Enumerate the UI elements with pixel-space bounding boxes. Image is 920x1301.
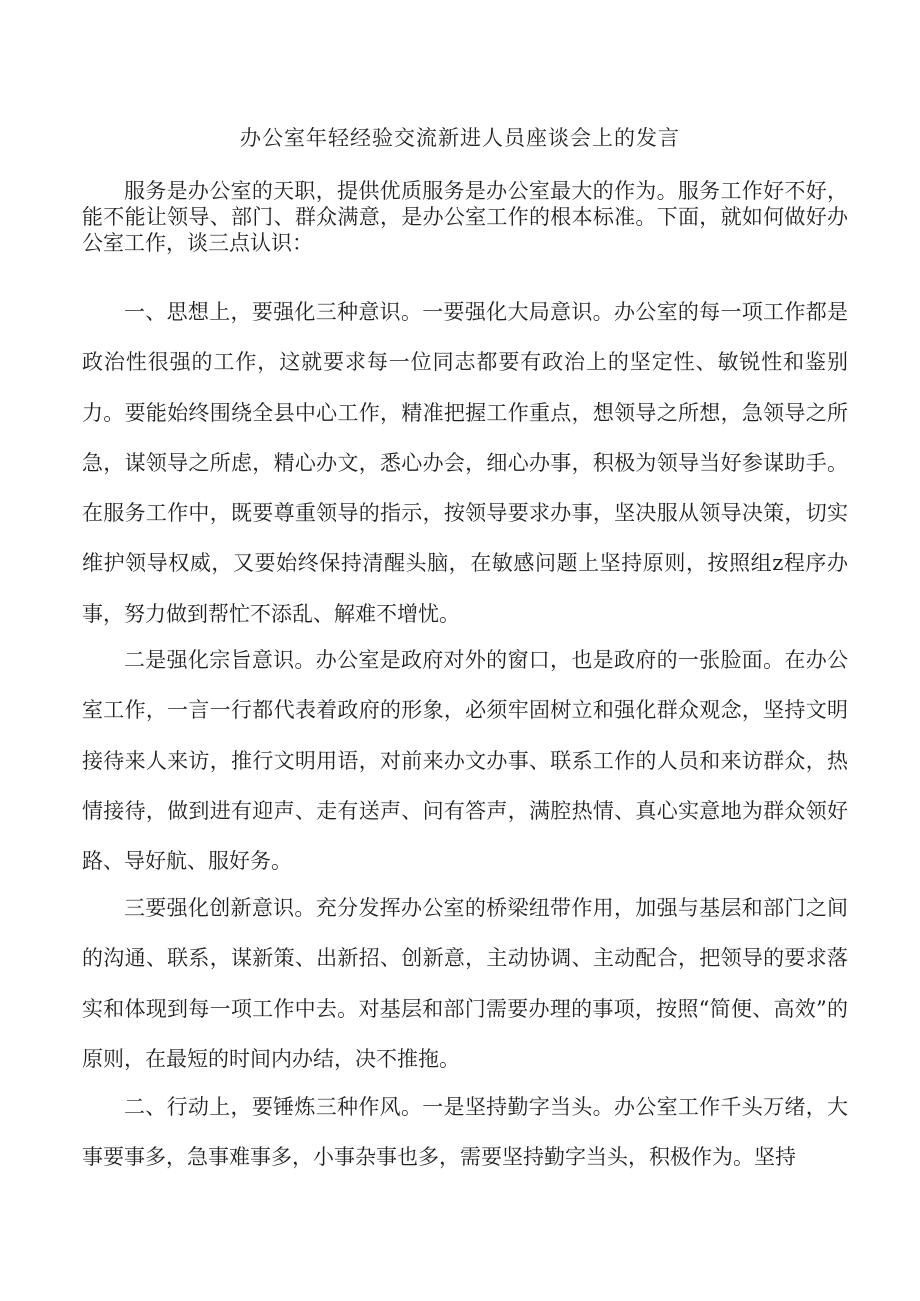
- paragraph-innovation-awareness: 三要强化创新意识。充分发挥办公室的桥梁纽带作用，加强与基层和部门之间的沟通、联系，谋新策、出新招、创新意，主动协调、主动配合，把领导的要求落实和体现到每一项工作中去。对基层和部门需要办理的事项，按照“简便、高效”的原则，在最短的时间内办结，决不推拖。: [82, 896, 848, 1071]
- paragraph-action-style: 二、行动上，要锤炼三种作风。一是坚持勤字当头。办公室工作千头万绪，大事要事多，急事难事多，小事杂事也多，需要坚持勤字当头，积极作为。坚持: [82, 1095, 848, 1170]
- paragraph-purpose-awareness: 二是强化宗旨意识。办公室是政府对外的窗口，也是政府的一张脸面。在办公室工作，一言一行都代表着政府的形象，必须牢固树立和强化群众观念，坚持文明接待来人来访，推行文明用语，对前来办文办事、联系工作的人员和来访群众，热情接待，做到进有迎声、走有送声、问有答声，满腔热情、真心实意地为群众领好路、导好航、服好务。: [82, 648, 848, 874]
- paragraph-thinking-awareness: 一、思想上，要强化三种意识。一要强化大局意识。办公室的每一项工作都是政治性很强的工作，这就要求每一位同志都要有政治上的坚定性、敏锐性和鉴别力。要能始终围绕全县中心工作，精准把握工作重点，想领导之所想，急领导之所急，谋领导之所虑，精心办文，悉心办会，细心办事，积极为领导当好参谋助手。在服务工作中，既要尊重领导的指示，按领导要求办事，坚决服从领导决策，切实维护领导权威，又要始终保持清醒头脑，在敏感问题上坚持原则，按照组z程序办事，努力做到帮忙不添乱、解难不增忧。: [82, 300, 848, 626]
- document-title: 办公室年轻经验交流新进人员座谈会上的发言: [240, 126, 680, 150]
- paragraph-intro: 服务是办公室的天职，提供优质服务是办公室最大的作为。服务工作好不好，能不能让领导、部门、群众满意，是办公室工作的根本标准。下面，就如何做好办公室工作，谈三点认识：: [82, 179, 848, 255]
